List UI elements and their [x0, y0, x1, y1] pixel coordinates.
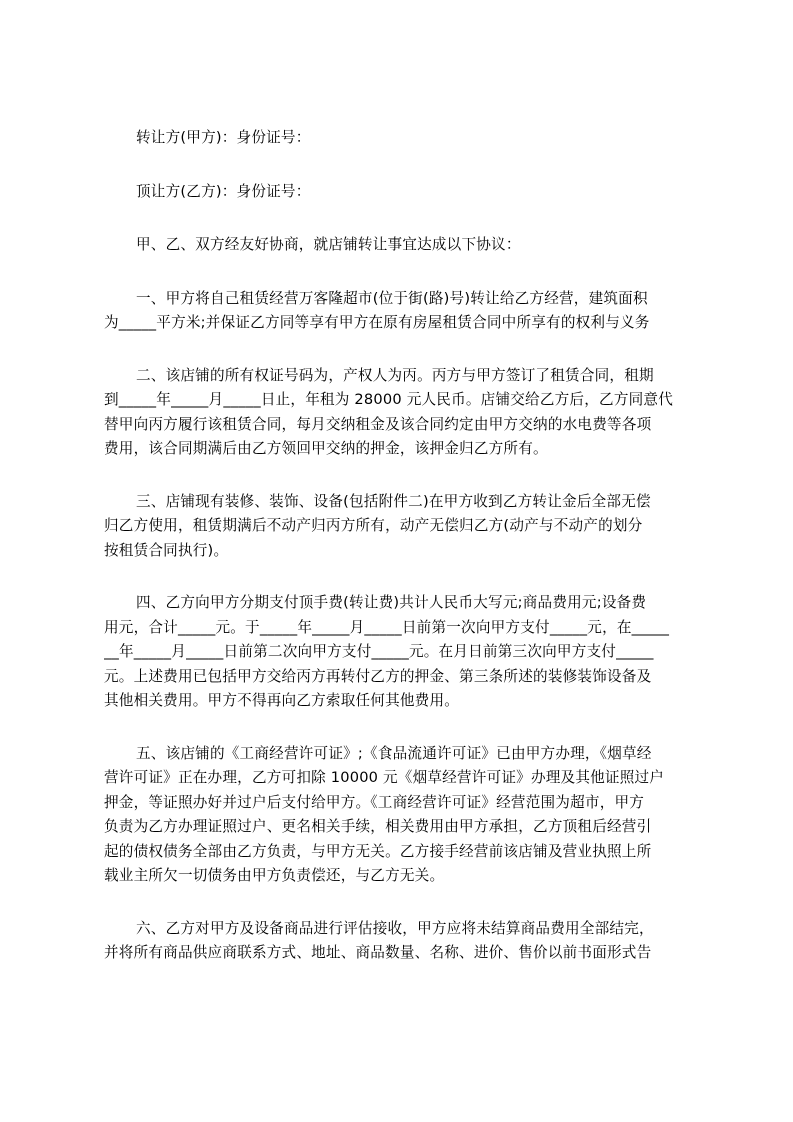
- document-body: [104, 126, 704, 966]
- clause-3-line: 归乙方使用，租赁期满后不动产归丙方所有，动产无偿归乙方(动产与不动产的划分: [104, 517, 643, 534]
- clause-5-line: 起的债权债务全部由乙方负责，与甲方无关。乙方接手经营前该店铺及营业执照上所: [104, 842, 652, 860]
- clause-4-line: 其他相关费用。甲方不得再向乙方索取任何其他费用。: [104, 692, 460, 709]
- clause-1-line: 为_____平方米;并保证乙方同等享有甲方在原有房屋租赁合同中所享有的权利与义务: [104, 314, 650, 331]
- clause-6-line: 六、乙方对甲方及设备商品进行评估接收，甲方应将未结算商品费用全部结完，: [136, 919, 654, 937]
- clause-3: [104, 490, 704, 564]
- clause-4: [104, 591, 704, 714]
- transferee-line: 顶让方(乙方)：身份证号：: [136, 182, 311, 200]
- clause-2-line: 二、该店铺的所有权证号码为，产权人为丙。丙方与甲方签订了租赁合同，租期: [136, 366, 654, 384]
- transferor-line: 转让方(甲方)：身份证号：: [136, 129, 311, 146]
- clause-4-line: 用元，合计_____元。于_____年_____月_____日前第一次向甲方支付_____元，在_____: [104, 618, 670, 636]
- clause-5-line: 营许可证》正在办理，乙方可扣除 10000 元《烟草经营许可证》办理及其他证照过户: [104, 769, 665, 786]
- clause-4-line: 元。上述费用已包括甲方交给丙方再转付乙方的押金、第三条所述的装修装饰设备及: [104, 667, 652, 685]
- agreement-intro: 甲、乙、双方经友好协商，就店铺转让事宜达成以下协议：: [136, 236, 521, 253]
- clause-5: [104, 742, 704, 889]
- clause-6: [104, 917, 704, 966]
- clause-5-line: 五、该店铺的《工商经营许可证》;《食品流通许可证》已由甲方办理，《烟草经: [136, 744, 652, 762]
- clause-5-line: 负责为乙方办理证照过户、更名相关手续，相关费用由甲方承担，乙方顶租后经营引: [104, 818, 652, 835]
- clause-3-line: 三、店铺现有装修、装饰、设备(包括附件二)在甲方收到乙方转让金后全部无偿: [136, 492, 651, 510]
- clause-3-line: 按租赁合同执行)。: [104, 541, 229, 559]
- clause-6-line: 并将所有商品供应商联系方式、地址、商品数量、名称、进价、售价以前书面形式告: [104, 944, 652, 961]
- clause-2: [104, 364, 704, 462]
- clause-1: [104, 287, 704, 336]
- clause-2-line: 到_____年_____月_____日止，年租为 28000 元人民币。店铺交给乙方后，乙方同意代: [104, 391, 673, 408]
- clause-4-line: 四、乙方向甲方分期支付顶手费(转让费)共计人民币大写元;商品费用元;设备费: [136, 594, 647, 611]
- clause-4-line: __年_____月_____日前第二次向甲方支付_____元。在月日前第三次向甲方支付_____: [104, 643, 654, 660]
- clause-5-line: 载业主所欠一切债务由甲方负责偿还，与乙方无关。: [104, 867, 445, 884]
- clause-2-line: 替甲向丙方履行该租赁合同，每月交纳租金及该合同约定由甲方交纳的水电费等各项: [104, 415, 652, 433]
- clause-1-line: 一、甲方将自己租赁经营万客隆超市(位于街(路)号)转让给乙方经营，建筑面积: [136, 289, 648, 307]
- clause-2-line: 费用，该合同期满后由乙方领回甲交纳的押金，该押金归乙方所有。: [104, 440, 548, 457]
- clause-5-line: 押金，等证照办好并过户后支付给甲方。《工商经营许可证》经营范围为超市，甲方: [104, 793, 645, 811]
